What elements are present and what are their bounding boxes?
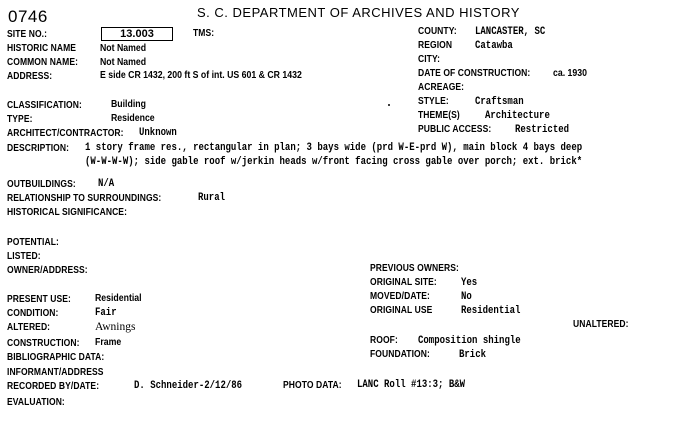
listed-label: LISTED: [7, 251, 41, 262]
date-of-construction-label: DATE OF CONSTRUCTION: [418, 68, 531, 79]
county-value: LANCASTER, SC [475, 26, 546, 38]
classification-label: CLASSIFICATION: [7, 100, 82, 111]
recorded-by-value: D. Schneider-2/12/86 [134, 380, 243, 392]
roof-label: ROOF: [370, 335, 398, 346]
site-no-box: 13.003 [101, 27, 173, 41]
tms-label: TMS: [193, 28, 215, 39]
foundation-value: Brick [459, 349, 487, 361]
present-use-value: Residential [95, 293, 142, 304]
site-no-label: SITE NO.: [7, 29, 48, 40]
evaluation-label: EVALUATION: [7, 397, 65, 408]
county-label: COUNTY: [418, 26, 457, 37]
original-use-label: ORIGINAL USE [370, 305, 433, 316]
city-label: CITY: [418, 54, 441, 65]
architect-value: Unknown [139, 127, 177, 139]
moved-date-value: No [461, 291, 472, 303]
region-label: REGION [418, 40, 453, 51]
classification-value: Building [111, 99, 146, 110]
style-value: Craftsman [475, 96, 524, 108]
acreage-label: ACREAGE: [418, 82, 465, 93]
common-name-value: Not Named [100, 57, 147, 68]
construction-value: Frame [95, 337, 122, 348]
type-label: TYPE: [7, 114, 33, 125]
page-title: S. C. DEPARTMENT OF ARCHIVES AND HISTORY [197, 5, 520, 20]
original-site-value: Yes [461, 277, 478, 289]
themes-label: THEME(S) [418, 110, 460, 121]
bibliographic-data-label: BIBLIOGRAPHIC DATA: [7, 352, 105, 363]
outbuildings-value: N/A [98, 178, 115, 190]
outbuildings-label: OUTBUILDINGS: [7, 179, 76, 190]
informant-label: INFORMANT/ADDRESS [7, 367, 104, 378]
themes-value: Architecture [485, 110, 550, 122]
foundation-label: FOUNDATION: [370, 349, 430, 360]
stray-mark [388, 104, 390, 106]
description-line-2: (W-W-W-W); side gable roof w/jerkin heads w/front facing cross gable over porch; ext. brick* [85, 156, 583, 168]
region-value: Catawba [475, 40, 513, 52]
recorded-by-label: RECORDED BY/DATE: [7, 381, 100, 392]
type-value: Residence [111, 113, 155, 124]
condition-label: CONDITION: [7, 308, 59, 319]
historic-name-label: HISTORIC NAME [7, 43, 77, 54]
description-label: DESCRIPTION: [7, 143, 70, 154]
construction-label: CONSTRUCTION: [7, 338, 80, 349]
unaltered-label: UNALTERED: [573, 319, 629, 330]
public-access-value: Restricted [515, 124, 570, 136]
potential-label: POTENTIAL: [7, 237, 59, 248]
altered-value: Awnings [95, 321, 136, 333]
historic-name-value: Not Named [100, 43, 147, 54]
date-of-construction-value: ca. 1930 [553, 68, 587, 79]
card-number: 0746 [8, 7, 48, 26]
public-access-label: PUBLIC ACCESS: [418, 124, 492, 135]
present-use-label: PRESENT USE: [7, 294, 71, 305]
style-label: STYLE: [418, 96, 449, 107]
previous-owners-label: PREVIOUS OWNERS: [370, 263, 459, 274]
moved-date-label: MOVED/DATE: [370, 291, 430, 302]
original-use-value: Residential [461, 305, 521, 317]
description-line-1: 1 story frame res., rectangular in plan; 3 bays wide (prd W-E-prd W), main block 4 bays deep [85, 142, 583, 154]
relationship-value: Rural [198, 192, 226, 204]
photo-data-label: PHOTO DATA: [283, 380, 342, 391]
relationship-label: RELATIONSHIP TO SURROUNDINGS: [7, 193, 162, 204]
address-value: E side CR 1432, 200 ft S of int. US 601 & CR 1432 [100, 70, 302, 81]
architect-label: ARCHITECT/CONTRACTOR: [7, 128, 124, 139]
altered-label: ALTERED: [7, 322, 51, 333]
address-label: ADDRESS: [7, 71, 53, 82]
common-name-label: COMMON NAME: [7, 57, 79, 68]
condition-value: Fair [95, 307, 117, 319]
roof-value: Composition shingle [418, 335, 521, 347]
original-site-label: ORIGINAL SITE: [370, 277, 437, 288]
photo-data-value: LANC Roll #13:3; B&W [357, 379, 466, 391]
owner-address-label: OWNER/ADDRESS: [7, 265, 88, 276]
historical-significance-label: HISTORICAL SIGNIFICANCE: [7, 207, 128, 218]
